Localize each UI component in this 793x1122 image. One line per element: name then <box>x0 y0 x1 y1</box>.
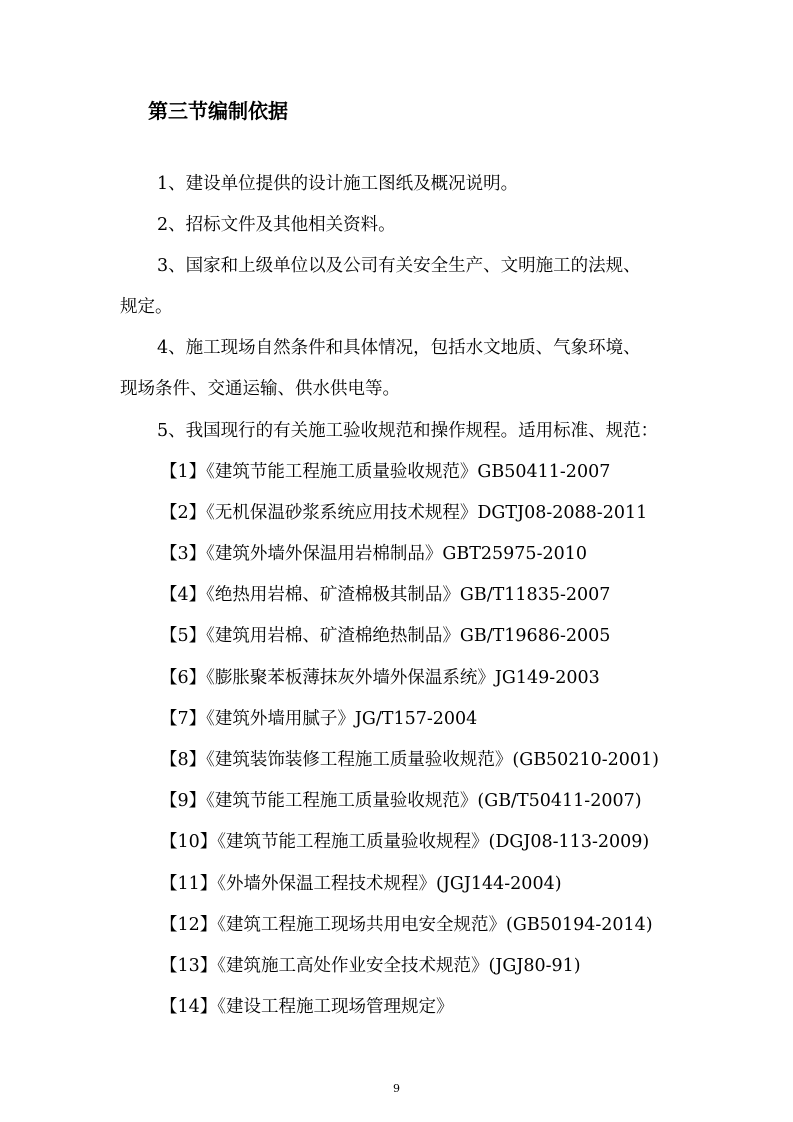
reference-item-7: 【7】《建筑外墙用腻子》JG/T157-2004 <box>160 709 478 729</box>
basis-item-3: 3、国家和上级单位以及公司有关安全生产、文明施工的法规、 <box>157 256 641 276</box>
basis-item-4-continuation: 现场条件、交通运输、供水供电等。 <box>120 379 400 399</box>
reference-item-8: 【8】《建筑装饰装修工程施工质量验收规范》(GB50210-2001) <box>160 750 659 770</box>
reference-item-13: 【13】《建筑施工高处作业安全技术规范》(JGJ80-91) <box>160 956 581 976</box>
reference-item-11: 【11】《外墙外保温工程技术规程》(JGJ144-2004) <box>160 874 562 894</box>
reference-item-5: 【5】《建筑用岩棉、矿渣棉绝热制品》GB/T19686-2005 <box>160 626 611 646</box>
reference-item-6: 【6】《膨胀聚苯板薄抹灰外墙外保温系统》JG149-2003 <box>160 668 600 688</box>
reference-item-1: 【1】《建筑节能工程施工质量验收规范》GB50411-2007 <box>160 462 611 482</box>
basis-item-2: 2、招标文件及其他相关资料。 <box>157 215 396 235</box>
reference-item-10: 【10】《建筑节能工程施工质量验收规程》(DGJ08-113-2009) <box>160 832 650 852</box>
reference-item-2: 【2】《无机保温砂浆系统应用技术规程》DGTJ08-2088-2011 <box>160 503 648 523</box>
section-title: 第三节编制依据 <box>148 99 288 123</box>
reference-item-14: 【14】《建设工程施工现场管理规定》 <box>160 997 454 1017</box>
basis-item-3-continuation: 规定。 <box>120 297 173 317</box>
basis-item-1: 1、建设单位提供的设计施工图纸及概况说明。 <box>157 174 519 194</box>
reference-item-9: 【9】《建筑节能工程施工质量验收规范》(GB/T50411-2007) <box>160 791 642 811</box>
reference-item-4: 【4】《绝热用岩棉、矿渣棉极其制品》GB/T11835-2007 <box>160 585 611 605</box>
basis-item-5: 5、我国现行的有关施工验收规范和操作规程。适用标准、规范： <box>157 421 659 441</box>
page-number: 9 <box>393 1082 400 1095</box>
reference-item-12: 【12】《建筑工程施工现场共用电安全规范》(GB50194-2014) <box>160 915 653 935</box>
basis-item-4: 4、施工现场自然条件和具体情况，包括水文地质、气象环境、 <box>157 338 641 358</box>
reference-item-3: 【3】《建筑外墙外保温用岩棉制品》GBT25975-2010 <box>160 544 588 564</box>
